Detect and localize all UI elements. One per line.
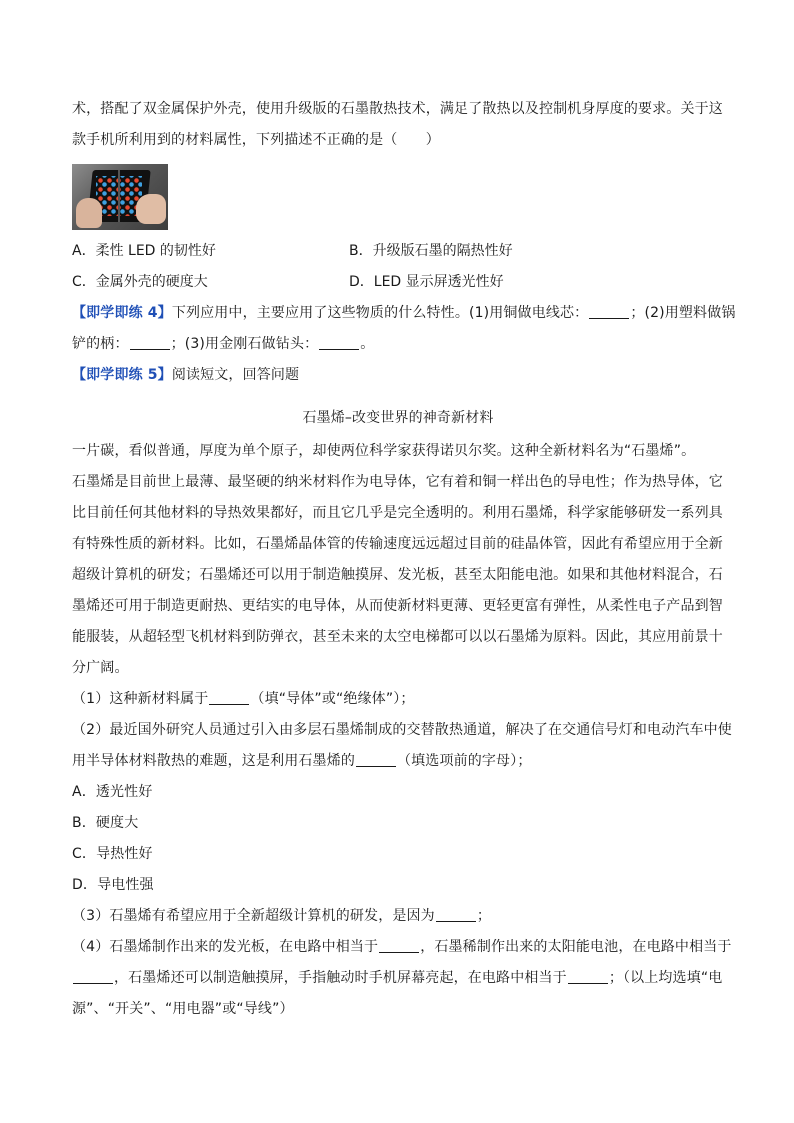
- q5-sub-4-text-c: ，石墨烯还可以制造触摸屏，手指触动时手机屏幕亮起，在电路中相当于: [114, 970, 567, 986]
- q5-sub-1-blank: [209, 690, 249, 705]
- q3-option-a: A．柔性 LED 的韧性好: [72, 243, 216, 259]
- q5-sub-4-blank-2: [73, 969, 113, 984]
- q3-options-row-1: [72, 236, 724, 267]
- article-paragraph-1: 一片碳，看似普通，厚度为单个原子，却使两位科学家获得诺贝尔奖。这种全新材料名为“石墨烯”。: [72, 443, 696, 459]
- q4-text-2c: 。: [360, 336, 375, 352]
- q5-sub-1: [72, 684, 724, 715]
- q5-sub-2-text-b: （填选项前的字母）；: [397, 753, 532, 769]
- q3-option-d: D．LED 显示屏透光性好: [349, 274, 504, 290]
- q5-sub-4-text-d: ；（以上均选填“电: [608, 970, 723, 986]
- q5-sub-2-option-c: C．导热性好: [72, 846, 153, 862]
- q5-sub-2-option-a: A．透光性好: [72, 784, 153, 800]
- q4-text-2a: 铲的柄：: [72, 336, 129, 352]
- q4-blank-3: [319, 335, 359, 350]
- article-paragraph-2-line-4: 超级计算机的研发；石墨烯还可以用于制造触摸屏、发光板，甚至太阳能电池。如果和其他材料混合，石: [72, 567, 723, 583]
- article-paragraph-2-line-1: 石墨烯是目前世上最薄、最坚硬的纳米材料作为电导体，它有着和铜一样出色的导电性；作为热导体，它: [72, 474, 723, 490]
- q5-sub-3: [72, 901, 724, 932]
- q5-sub-4-line-3: 源”、“开关”、“用电器”或“导线”）: [72, 1001, 294, 1017]
- q5-sub-4-text-a: （4）石墨烯制作出来的发光板，在电路中相当于: [72, 939, 379, 955]
- q5-sub-4-line-1: [72, 932, 732, 963]
- q5-sub-4-blank-1: [379, 938, 419, 953]
- q4-blank-2: [130, 335, 170, 350]
- q5-sub-4-blank-3: [568, 969, 608, 984]
- q3-stem-line-2: 款手机所利用到的材料属性，下列描述不正确的是（ ）: [72, 132, 440, 148]
- q4-blank-1: [589, 304, 629, 319]
- article-paragraph-2-line-5: 墨烯还可用于制造更耐热、更结实的电导体，从而使新材料更薄、更轻更富有弹性，从柔性电子产品到智: [72, 598, 723, 614]
- q5-sub-2-text-a: 用半导体材料散热的难题，这是利用石墨烯的: [72, 753, 355, 769]
- q5-sub-2-line-2: [72, 746, 724, 777]
- q5-sub-2-blank: [356, 752, 396, 767]
- q3-stem-line-1: 术，搭配了双金属保护外壳，使用升级版的石墨散热技术，满足了散热以及控制机身厚度的要求。关于这: [72, 101, 723, 117]
- q5-sub-3-text-b: ；: [476, 908, 491, 924]
- q4-line-2: [72, 329, 724, 360]
- q5-sub-1-text-a: （1）这种新材料属于: [72, 691, 209, 707]
- q4-line-1: [72, 298, 736, 329]
- q5-sub-2-option-b: B．硬度大: [72, 815, 139, 831]
- q5-sub-2-line-1: （2）最近国外研究人员通过引入由多层石墨烯制成的交替散热通道，解决了在交通信号灯和电动汽车中使: [72, 722, 732, 738]
- q5-sub-4-text-b: ，石墨稀制作出来的太阳能电池，在电路中相当于: [420, 939, 732, 955]
- q4-text-1b: ；(2)用塑料做锅: [630, 305, 736, 321]
- worksheet-page: [72, 94, 736, 1025]
- article-paragraph-2-line-3: 有特殊性质的新材料。比如，石墨烯晶体管的传输速度远远超过目前的硅晶体管，因此有希望应用于全新: [72, 536, 723, 552]
- q5-sub-3-blank: [436, 907, 476, 922]
- article-paragraph-2-line-6: 能服装，从超轻型飞机材料到防弹衣，甚至未来的太空电梯都可以以石墨烯为原料。因此，其应用前景十: [72, 629, 723, 645]
- q3-options-row-2: [72, 267, 724, 298]
- foldable-phone-photo: [72, 164, 168, 230]
- article-title: 石墨烯–改变世界的神奇新材料: [302, 410, 494, 426]
- q5-sub-4-line-2: [72, 963, 724, 994]
- q4-text-2b: ；(3)用金刚石做钻头：: [170, 336, 319, 352]
- q4-text-1a: 下列应用中，主要应用了这些物质的什么特性。(1)用铜做电线芯：: [171, 305, 589, 321]
- q5-tag: 【即学即练 5】: [72, 367, 172, 383]
- q5-sub-2-option-d: D．导电性强: [72, 877, 154, 893]
- q5-sub-3-text-a: （3）石墨烯有希望应用于全新超级计算机的研发，是因为: [72, 908, 435, 924]
- article-paragraph-2-line-2: 比目前任何其他材料的导热效果都好，而且它几乎是完全透明的。利用石墨烯，科学家能够研发一系列具: [72, 505, 723, 521]
- q5-sub-1-text-b: （填“导体”或“绝缘体”）；: [250, 691, 415, 707]
- q3-option-b: B．升级版石墨的隔热性好: [349, 243, 513, 259]
- q4-tag: 【即学即练 4】: [72, 305, 172, 321]
- article-paragraph-2-line-7: 分广阔。: [72, 660, 129, 676]
- q5-heading: [72, 360, 724, 391]
- q5-intro: 阅读短文，回答问题: [171, 367, 300, 383]
- q3-option-c: C．金属外壳的硬度大: [72, 274, 208, 290]
